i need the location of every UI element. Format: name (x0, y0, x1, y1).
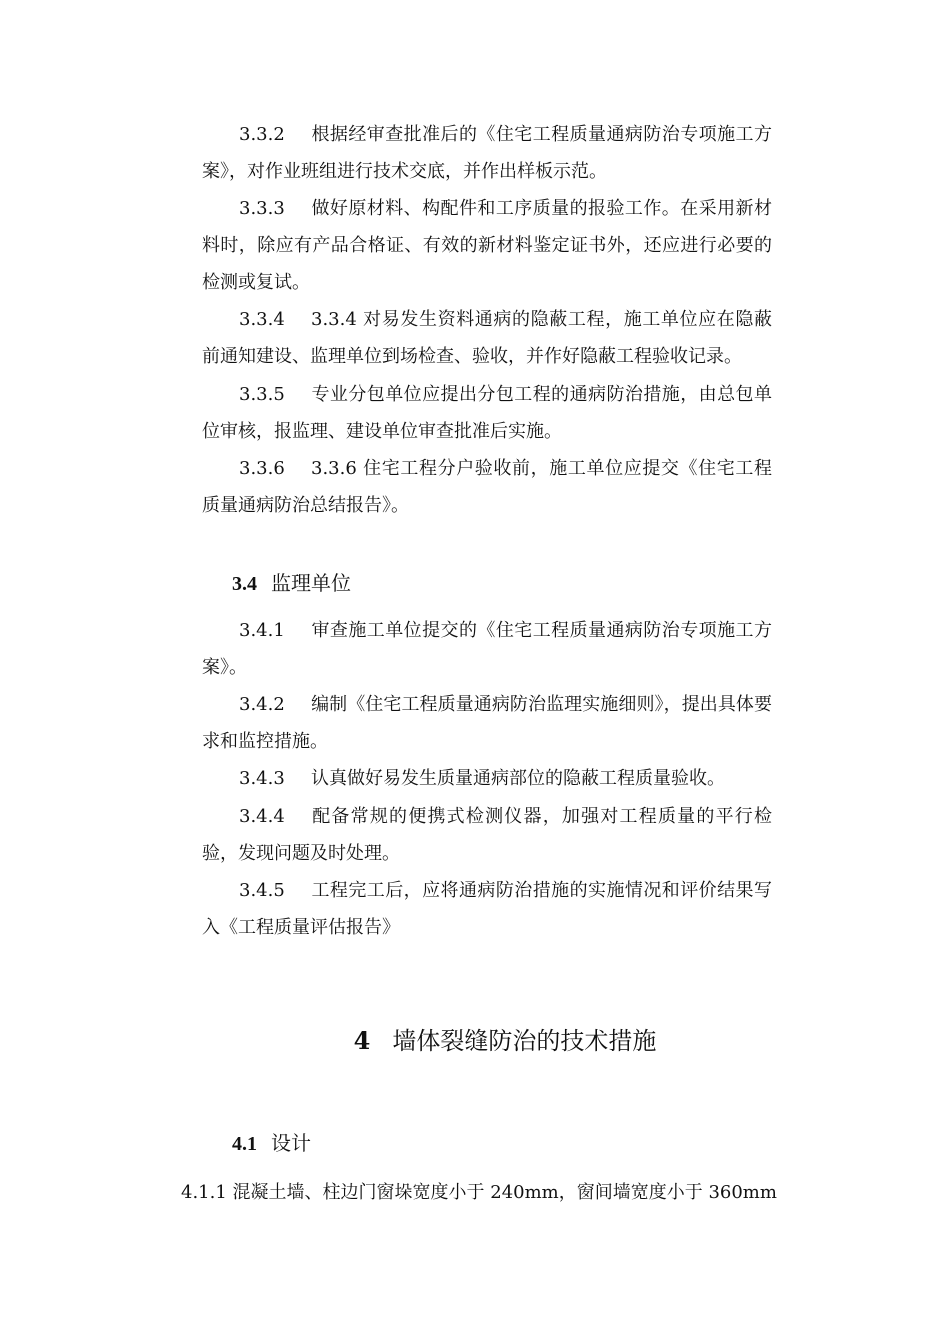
clause-number: 3.4.3 (239, 768, 285, 789)
clause-number: 3.3.4 (239, 309, 285, 330)
clause-number: 3.3.6 (239, 458, 285, 479)
clause-3-3-6 (202, 450, 772, 524)
section-number: 4.1 (232, 1133, 257, 1155)
clause-3-4-3 (202, 760, 772, 797)
clause-number: 3.3.3 (239, 198, 285, 219)
section-number: 3.4 (232, 573, 257, 595)
clause-3-3-2 (202, 116, 772, 190)
clause-3-3-4 (202, 301, 772, 375)
chapter-number: 4 (353, 1026, 371, 1055)
clause-number: 3.4.1 (239, 620, 285, 641)
section-title: 监理单位 (271, 571, 351, 595)
clause-text: 工程完工后，应将通病防治措施的实施情况和评价结果写入《工程质量评估报告》 (202, 880, 772, 938)
clause-3-3-3 (202, 190, 772, 301)
chapter-title: 墙体裂缝防治的技术措施 (392, 1027, 657, 1055)
clause-3-4-5 (202, 872, 772, 946)
clause-text: 3.3.6 住宅工程分户验收前，施工单位应提交《住宅工程质量通病防治总结报告》。 (202, 458, 772, 516)
clause-number: 3.3.2 (239, 124, 285, 145)
clause-text: 专业分包单位应提出分包工程的通病防治措施，由总包单位审核，报监理、建设单位审查批准后实施。 (202, 384, 772, 442)
clause-3-4-1 (202, 612, 772, 686)
clause-3-3-5 (202, 376, 772, 450)
clause-text: 做好原材料、构配件和工序质量的报验工作。在采用新材料时，除应有产品合格证、有效的新材料鉴定证书外，还应进行必要的检测或复试。 (202, 198, 772, 293)
clause-number: 3.4.4 (239, 806, 285, 827)
clause-text: 3.3.4 对易发生资料通病的隐蔽工程，施工单位应在隐蔽前通知建设、监理单位到场检查、验收，并作好隐蔽工程验收记录。 (202, 309, 772, 367)
clause-number: 3.3.5 (239, 384, 285, 405)
clause-4-1-1: 4.1.1 混凝土墙、柱边门窗垛宽度小于 240mm，窗间墙宽度小于 360mm (181, 1182, 777, 1203)
clause-number: 3.4.2 (239, 694, 285, 715)
clause-3-4-2 (202, 686, 772, 760)
clause-text: 编制《住宅工程质量通病防治监理实施细则》，提出具体要求和监控措施。 (202, 694, 772, 752)
clause-text: 根据经审查批准后的《住宅工程质量通病防治专项施工方案》，对作业班组进行技术交底，并作出样板示范。 (202, 124, 772, 182)
section-heading-4-1 (232, 1128, 311, 1159)
chapter-heading-4 (0, 1024, 950, 1058)
section-title: 设计 (271, 1131, 311, 1155)
section-heading-3-4 (232, 568, 351, 599)
clause-text: 审查施工单位提交的《住宅工程质量通病防治专项施工方案》。 (202, 620, 772, 678)
clause-3-4-4 (202, 798, 772, 872)
clause-text: 认真做好易发生质量通病部位的隐蔽工程质量验收。 (311, 768, 725, 789)
clause-text: 配备常规的便携式检测仪器，加强对工程质量的平行检验，发现问题及时处理。 (202, 806, 772, 864)
clause-number: 3.4.5 (239, 880, 285, 901)
